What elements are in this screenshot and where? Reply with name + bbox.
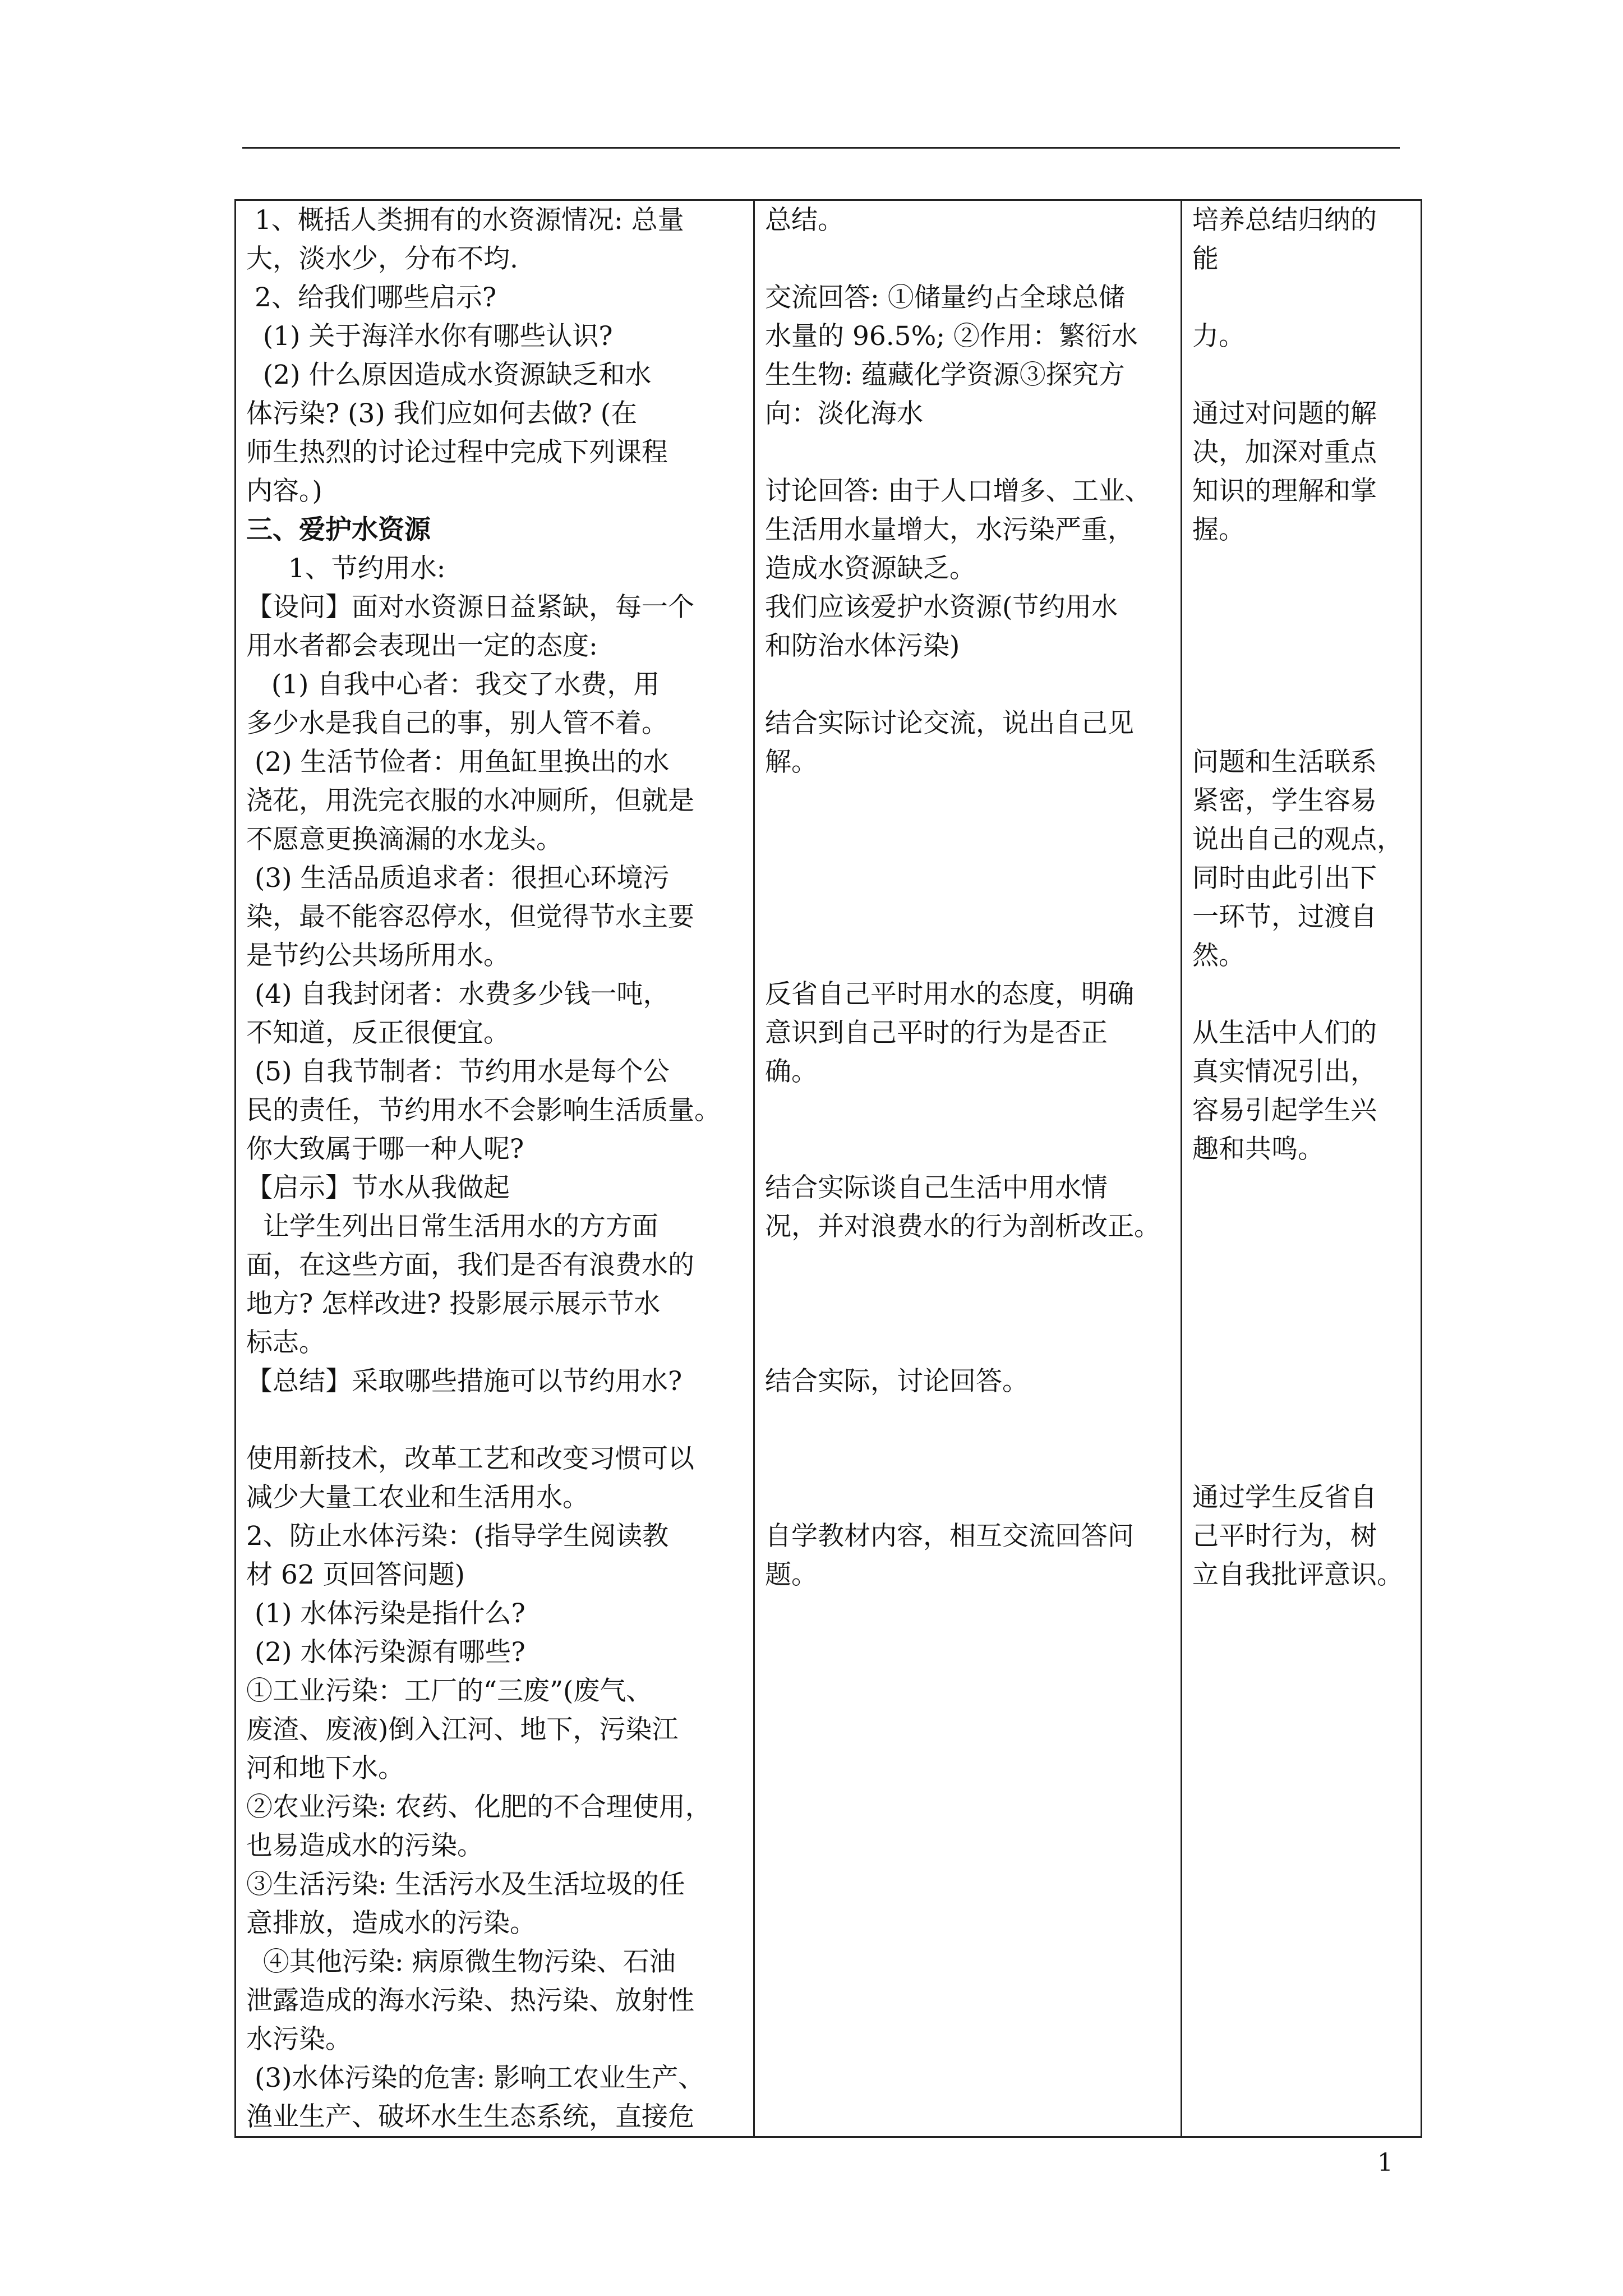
blank-line [765,665,1174,704]
blank-line [765,433,1174,472]
text-line: 【设问】面对水资源日益紧缺，每一个 [246,592,694,623]
blank-line [1192,665,1414,704]
teaching-content-cell [236,200,754,2137]
text-line: 标志。 [246,1327,325,1358]
text-line: 河和地下水。 [246,1753,404,1784]
blank-line [246,1401,746,1439]
blank-line [1192,1168,1414,1207]
blank-line [765,1130,1174,1168]
text-line: 水量的 96.5%; ②作用：繁衍水 [765,321,1138,352]
text-line: 确。 [765,1056,818,1087]
text-line: ①工业污染：工厂的“三废”(废气、 [246,1676,653,1706]
text-line: 不愿意更换滴漏的水龙头。 [246,824,562,855]
blank-line [765,859,1174,898]
text-line: 容易引起学生兴 [1192,1095,1377,1126]
blank-line [1192,588,1414,627]
blank-line [765,1323,1174,1362]
blank-line [1192,1401,1414,1439]
text-line: 说出自己的观点， [1192,824,1403,855]
text-line: 造成水资源缺乏。 [765,553,976,584]
text-line: 通过学生反省自 [1192,1482,1377,1513]
text-line: 意识到自己平时的行为是否正 [765,1018,1108,1048]
text-line: 况，并对浪费水的行为剖析改正。 [765,1211,1160,1242]
text-line: 知识的理解和掌 [1192,476,1377,507]
text-line: 向：淡化海水 [765,398,923,429]
text-line: 解。 [765,747,818,777]
blank-line [1192,1439,1414,1478]
blank-line [1192,356,1414,394]
text-line: 也易造成水的污染。 [246,1830,483,1861]
text-line: (1) 关于海洋水你有哪些认识? [246,321,613,352]
text-line: (2) 什么原因造成水资源缺乏和水 [246,360,652,390]
text-line: 培养总结归纳的 [1192,205,1377,236]
text-line: 总结。 [765,205,844,236]
text-line: 讨论回答: 由于人口增多、工业、 [765,476,1151,507]
text-line: 1、节约用水: [246,553,446,584]
text-line: 师生热烈的讨论过程中完成下列课程 [246,437,668,468]
text-line: 结合实际讨论交流，说出自己见 [765,708,1134,739]
text-line: 面，在这些方面，我们是否有浪费水的 [246,1250,694,1281]
text-line: 使用新技术，改革工艺和改变习惯可以 [246,1443,694,1474]
blank-line [765,1401,1174,1439]
text-line: 生活用水量增大，水污染严重， [765,514,1134,545]
text-line: 问题和生活联系 [1192,747,1377,777]
text-line: 水污染。 [246,2024,352,2055]
lesson-plan-table [234,199,1422,2138]
text-line: (1) 水体污染是指什么? [246,1598,525,1629]
text-line: 2、给我们哪些启示? [246,282,497,313]
text-line: 不知道，反正很便宜。 [246,1018,510,1048]
text-line: 体污染? (3) 我们应如何去做? (在 [246,398,638,429]
text-line: 三、爱护水资源 [246,514,431,545]
text-line: 废渣、废液)倒入江河、地下，污染江 [246,1714,679,1745]
blank-line [1192,1246,1414,1285]
text-line: 染，最不能容忍停水，但觉得节水主要 [246,901,694,932]
blank-line [1192,1285,1414,1323]
text-line: 通过对问题的解 [1192,398,1377,429]
text-line: 浇花，用洗完衣服的水冲厕所，但就是 [246,785,694,816]
text-line: 生生物: 蕴藏化学资源③探究方 [765,360,1125,390]
text-line: 题。 [765,1559,818,1590]
text-line: 能 [1192,243,1219,274]
text-line: 用水者都会表现出一定的态度: [246,631,598,661]
text-line: (2) 生活节俭者：用鱼缸里换出的水 [246,747,670,777]
text-line: 多少水是我自己的事，别人管不着。 [246,708,668,739]
text-line: 2、防止水体污染：(指导学生阅读教 [246,1521,669,1552]
text-line: 地方? 怎样改进? 投影展示展示节水 [246,1289,661,1319]
text-line: 我们应该爱护水资源(节约用水 [765,592,1118,623]
page-number: 1 [1377,2148,1393,2177]
student-activity-cell [754,200,1182,2137]
text-line: 结合实际谈自己生活中用水情 [765,1172,1108,1203]
blank-line [1192,975,1414,1014]
text-line: 力。 [1192,321,1245,352]
text-line: 民的责任，节约用水不会影响生活质量。 [246,1095,721,1126]
text-line: ②农业污染: 农药、化肥的不合理使用， [246,1792,712,1823]
text-line: 同时由此引出下 [1192,863,1377,894]
text-line: 内容。) [246,476,322,507]
text-line: 减少大量工农业和生活用水。 [246,1482,589,1513]
blank-line [765,820,1174,859]
blank-line [1192,704,1414,743]
text-line: 从生活中人们的 [1192,1018,1377,1048]
text-line: 己平时行为，树 [1192,1521,1377,1552]
blank-line [765,240,1174,278]
text-line: 【总结】采取哪些措施可以节约用水? [246,1366,683,1397]
text-line: 泄露造成的海水污染、热污染、放射性 [246,1985,694,2016]
blank-line [1192,549,1414,588]
text-line: 趣和共鸣。 [1192,1134,1324,1165]
header-rule [242,147,1400,149]
text-line: 结合实际，讨论回答。 [765,1366,1029,1397]
text-line: (1) 自我中心者：我交了水费，用 [246,669,660,700]
design-intent-cell [1182,200,1422,2137]
text-line: (3) 生活品质追求者：很担心环境污 [246,863,670,894]
text-line: (2) 水体污染源有哪些? [246,1637,525,1668]
text-line: 紧密，学生容易 [1192,785,1377,816]
blank-line [765,781,1174,820]
blank-line [765,1478,1174,1517]
text-line: 然。 [1192,940,1245,971]
text-line: 材 62 页回答问题) [246,1559,465,1590]
text-line: (4) 自我封闭者：水费多少钱一吨， [246,979,670,1010]
blank-line [765,936,1174,975]
blank-line [765,1091,1174,1130]
text-line: 大，淡水少，分布不均. [246,243,518,274]
text-line: 意排放，造成水的污染。 [246,1908,536,1939]
blank-line [765,1246,1174,1285]
text-line: 渔业生产、破坏水生生态系统，直接危 [246,2101,694,2132]
table-row [236,200,1422,2137]
text-line: 反省自己平时用水的态度，明确 [765,979,1134,1010]
blank-line [1192,1323,1414,1362]
text-line: 【启示】节水从我做起 [246,1172,510,1203]
text-line: 握。 [1192,514,1245,545]
text-line: 让学生列出日常生活用水的方方面 [246,1211,658,1242]
text-line: 真实情况引出， [1192,1056,1377,1087]
text-line: 自学教材内容，相互交流回答问 [765,1521,1134,1552]
blank-line [1192,627,1414,665]
blank-line [765,1439,1174,1478]
text-line: (5) 自我节制者：节约用水是每个公 [246,1056,670,1087]
text-line: ③生活污染: 生活污水及生活垃圾的任 [246,1869,685,1900]
text-line: 一环节，过渡自 [1192,901,1377,932]
text-line: 是节约公共场所用水。 [246,940,510,971]
blank-line [1192,278,1414,317]
blank-line [765,1285,1174,1323]
text-line: 决，加深对重点 [1192,437,1377,468]
blank-line [1192,1207,1414,1246]
text-line: 1、概括人类拥有的水资源情况: 总量 [246,205,684,236]
text-line: 交流回答: ①储量约占全球总储 [765,282,1125,313]
text-line: 和防治水体污染) [765,631,960,661]
blank-line [765,898,1174,936]
text-line: ④其他污染: 病原微生物污染、石油 [246,1947,676,1977]
text-line: 你大致属于哪一种人呢? [246,1134,524,1165]
text-line: (3)水体污染的危害: 影响工农业生产、 [246,2063,705,2093]
text-line: 立自我批评意识。 [1192,1559,1403,1590]
blank-line [1192,1362,1414,1401]
